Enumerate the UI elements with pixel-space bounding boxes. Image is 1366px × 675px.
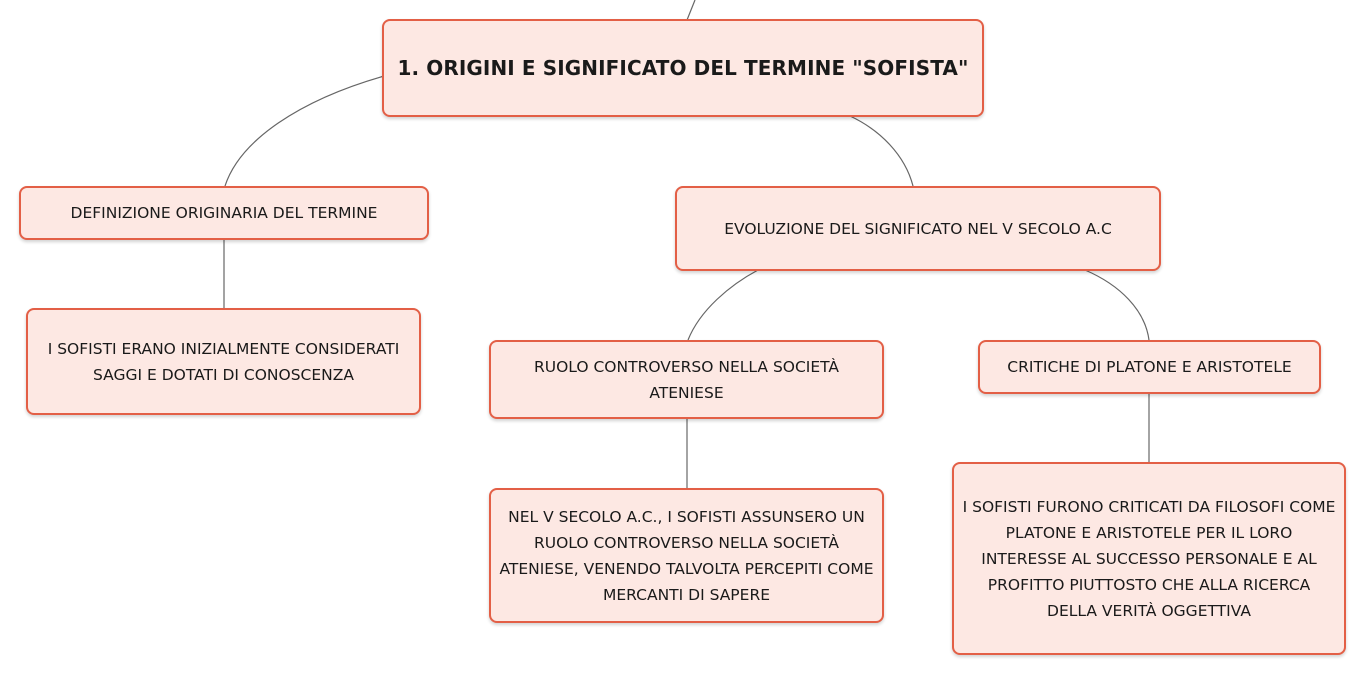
node-definizione-detail[interactable] — [26, 308, 421, 415]
connector-root-to-evoluzione — [850, 116, 913, 186]
node-definizione-label: DEFINIZIONE ORIGINARIA DEL TERMINE — [70, 204, 378, 222]
node-evoluzione-label: EVOLUZIONE DEL SIGNIFICATO NEL V SECOLO A.C — [724, 219, 1112, 238]
connector-root-to-definizione — [225, 76, 384, 186]
node-critiche-platone-aristotele[interactable] — [978, 340, 1321, 394]
node-ruolo-label: RUOLO CONTROVERSO NELLA SOCIETÀ ATENIESE — [533, 357, 840, 402]
node-critiche-label: CRITICHE DI PLATONE E ARISTOTELE — [1007, 358, 1292, 376]
node-ruolo-detail-label: NEL V SECOLO A.C., I SOFISTI ASSUNSERO UN RUOLO CONTROVERSO NELLA SOCIETÀ ATENIESE, VENENDO TALVOLTA PERCEPITI COME MERCANTI DI SAPERE — [499, 507, 874, 604]
node-root-label: 1. ORIGINI E SIGNIFICATO DEL TERMINE "SOFISTA" — [397, 56, 969, 80]
node-ruolo-detail[interactable] — [489, 488, 884, 623]
node-critiche-detail[interactable] — [952, 462, 1346, 655]
connector-evoluzione-to-ruolo — [688, 270, 758, 340]
node-evoluzione-significato[interactable] — [675, 186, 1161, 271]
node-ruolo-controverso[interactable] — [489, 340, 884, 419]
node-definizione-originaria[interactable] — [19, 186, 429, 240]
connector-parent-to-root — [687, 0, 695, 20]
node-critiche-detail-label: I SOFISTI FURONO CRITICATI DA FILOSOFI COME PLATONE E ARISTOTELE PER IL LORO INTERESSE AL SUCCESSO PERSONALE E AL PROFITTO PIUTTOSTO CHE ALLA RICERCA DELLA VERITÀ OGGETTIVA — [962, 497, 1336, 620]
connector-evoluzione-to-critiche — [1085, 270, 1149, 340]
node-root-origini-significato[interactable] — [382, 19, 984, 117]
node-definizione-detail-label: I SOFISTI ERANO INIZIALMENTE CONSIDERATI SAGGI E DOTATI DI CONOSCENZA — [47, 339, 400, 384]
